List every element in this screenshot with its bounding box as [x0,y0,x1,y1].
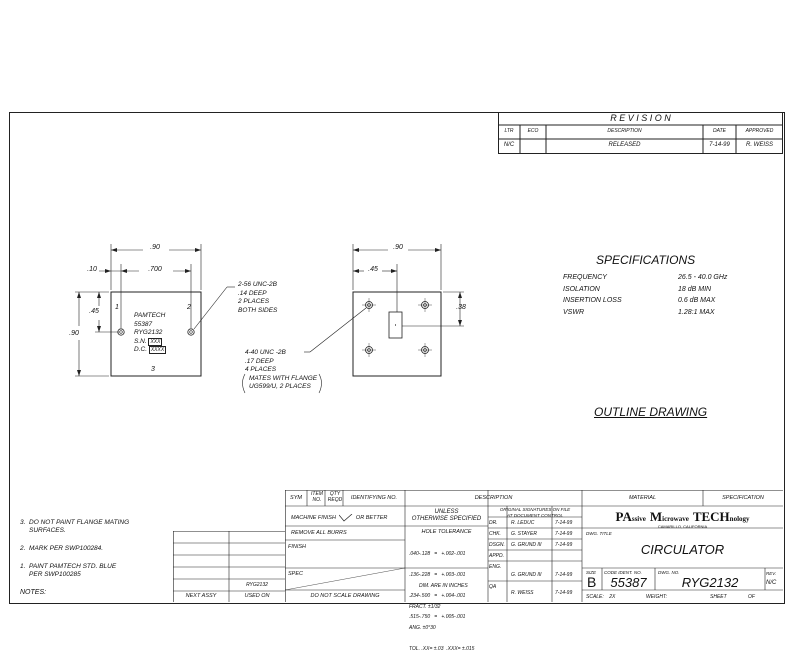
right-dim-top: .90 [393,244,403,251]
left-dim-top: .90 [150,244,160,251]
hdr-specification: SPECIFICATION [722,495,764,501]
specs-table [563,272,763,318]
notes-list: 3. DO NOT PAINT FLANGE MATING SURFACES. 2. MARK PER SWP100284. 1. PAINT PAMTECH STD. BLUE PER SWP100285 [20,519,130,578]
rev-ltr: N/C [503,142,515,148]
thread-note-4-40: 4-40 UNC -2B .17 DEEP 4 PLACES MATES WITH FLANGE UG599/U, 2 PLACES [245,349,318,390]
marking-dc: D.C. XXXX [134,346,165,353]
size-value: B [587,574,597,590]
port-3-label: 3 [151,366,155,373]
company-logo: PAssive Microwave TECHnology [615,509,750,524]
rev-date: 7-14-99 [709,142,730,148]
hdr-qty-reqd: QTY REQD [327,491,343,503]
dwg-title-label: DWG. TITLE [586,531,612,536]
dwg-title: CIRCULATOR [640,542,725,557]
part-marking [134,312,166,355]
tolerance-unless: UNLESS OTHERWISE SPECIFIED [411,509,482,522]
left-dim-span: .700 [148,266,162,273]
thread-note-2-56: 2-56 UNC-2B .14 DEEP 2 PLACES BOTH SIDES [238,281,278,314]
notes-title: NOTES: [20,589,47,596]
code-ident-label: CODE IDENT. NO. [604,570,642,575]
surface-finish-symbol [339,514,353,522]
left-dim-45: .45 [89,308,99,315]
code-ident: 55387 [610,575,647,590]
signatures-header: ORIGINAL SIGNATURES ON FILE AT DOCUMENT CONTROL [499,507,571,518]
outline-drawing-title: OUTLINE DRAWING [594,405,708,419]
port-2-label: 2 [187,304,191,311]
hdr-sym: SYM [290,495,302,501]
finish-label: FINISH [288,544,307,550]
sn-box: XXX [150,338,161,345]
do-not-scale: DO NOT SCALE DRAWING [310,593,380,599]
right-view-drawing [290,240,490,390]
hole-tolerance-title: HOLE TOLERANCE [421,529,472,535]
spec-row: ISOLATION 18 dB MIN [563,285,712,293]
revision-block [498,112,783,154]
marking-line: 55387 [134,320,153,328]
flange-note-brackets [240,373,324,395]
usage-table [173,531,285,602]
hdr-identifying-no: IDENTIFYING NO. [350,495,398,501]
rev-header-ltr: LTR [504,128,514,134]
usage-used-on: USED ON [244,593,270,599]
hdr-material: MATERIAL [628,495,657,501]
specs-title: SPECIFICATIONS [596,253,696,267]
company-location: CAMARILLO, CALIFORNIA [657,524,708,529]
right-dim-45: .45 [368,266,378,273]
usage-next-assy: NEXT ASSY [185,593,217,599]
port-1-label: 1 [115,304,119,311]
spec-row: INSERTION LOSS 0.6 dB MAX [563,297,716,304]
rev-label: REV. [766,571,777,576]
rev-header-description: DESCRIPTION [607,128,642,134]
sheet-label: SHEET [710,594,727,600]
rev-value: N/C [766,580,777,586]
marking-line: PAMTECH [134,312,166,319]
scale-label: SCALE: 2X [586,594,616,600]
revision-title: R E V I S I O N [610,113,671,123]
remove-burrs: REMOVE ALL BURRS [291,530,347,536]
usage-part: RYG2132 [246,582,268,588]
hdr-item-no: ITEM NO. [311,491,323,503]
marking-sn: S.N. XXX [134,337,161,345]
hole-tolerance-rows: .040-.128 = +.002-.001 .136-.228 = +.003-.001 .234-.500 = +.004-.001 .515-.750 = +.005-.001 [409,551,466,620]
weight-label: WEIGHT: [646,594,668,600]
of-label: OF [748,594,755,600]
spec-label: SPEC [288,571,303,577]
right-dim-38: .38 [456,304,466,311]
rev-header-approved: APPROVED [745,128,774,134]
left-dim-90: .90 [69,330,79,337]
spec-row: VSWR 1.28:1 MAX [563,308,715,316]
rev-description: RELEASED [608,142,641,148]
rev-header-eco: ECO [527,128,539,134]
dwg-no: RYG2132 [681,575,739,590]
machine-finish: MACHINE FINISH OR BETTER [291,515,388,521]
hdr-description: DESCRIPTION [474,495,513,501]
rev-approved: R. WEISS [745,142,773,148]
tolerance-general: DIM. ARE IN INCHES FRACT. ±1/32 ANG. ±0°30 TOL. .XX= ±.03 .XXX= ±.015 [409,583,475,652]
size-label: SIZE [586,570,597,575]
left-dim-offset: .10 [87,266,97,273]
dwg-no-label: DWG. NO. [658,570,680,575]
dc-box: XXXX [150,347,165,353]
rev-header-date: DATE [713,128,726,134]
marking-line: RYG2132 [134,329,163,336]
spec-row: FREQUENCY 26.5 - 40.0 GHz [563,274,728,281]
